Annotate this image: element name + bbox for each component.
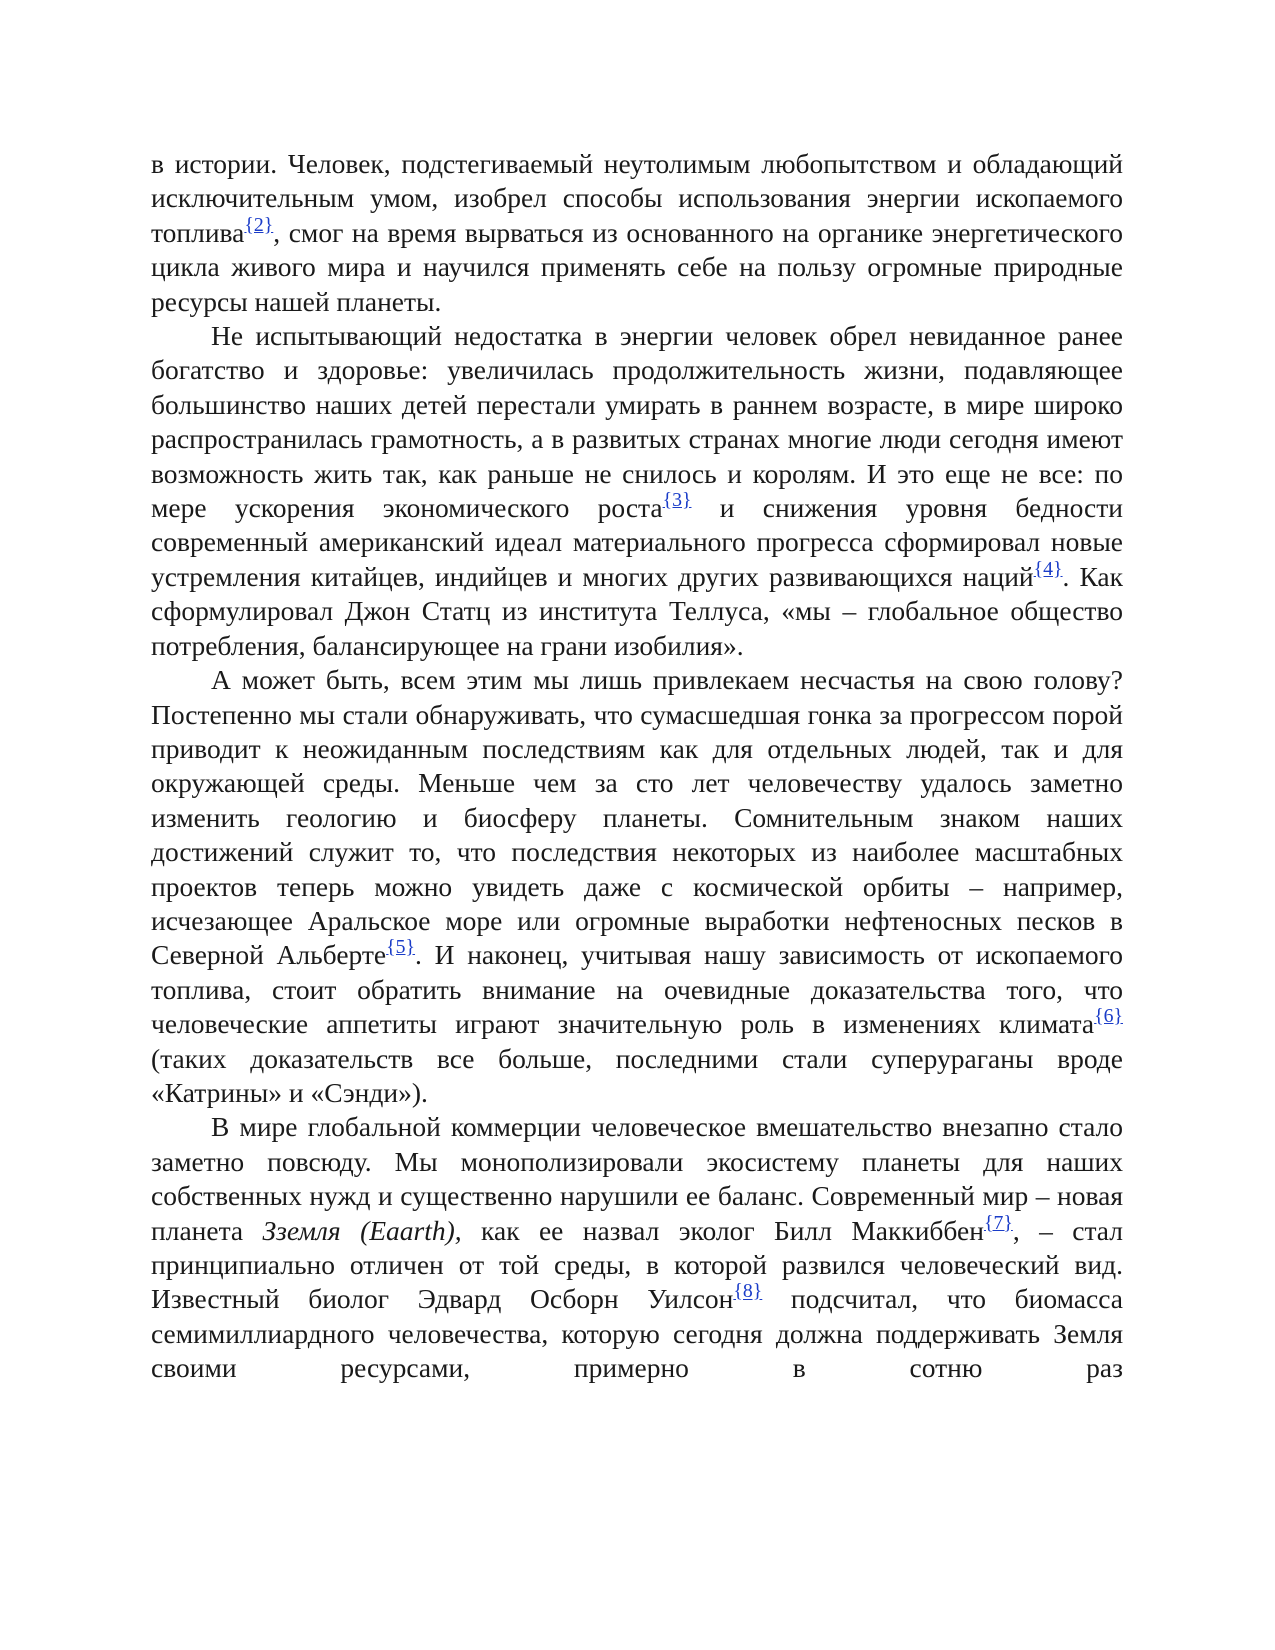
paragraph-text: , – стал принципиально отличен от той среды, в которой развился человеческий вид. Известный биолог Эдвард Осборн Уилсон: [151, 1214, 1123, 1315]
footnote-link[interactable]: {5}: [386, 936, 416, 959]
paragraph-text: подсчитал, что биомасса семимиллиардного человечества, которую сегодня должна поддерживать Земля своими ресурсами, примерно в сотню раз: [151, 1283, 1123, 1384]
paragraph-text: в истории. Человек, подстегиваемый неутолимым любопытством и обладающий исключительным умом, изобрел способы использования энергии ископаемого топлива: [151, 148, 1123, 248]
paragraph: [151, 1110, 1123, 1385]
paragraph-text: Не испытывающий недостатка в энергии человек обрел невиданное ранее богатство и здоровье: увеличилась продолжительность жизни, подавляющее большинство наших детей перестали умирать в раннем возрасте, в мире широко распространилась грамотность, а в развитых странах многие люди сегодня имеют возможность жить так, как раньше не снилось и королям. И это еще не все: по мере ускорения экономического роста: [151, 320, 1123, 524]
footnote-link[interactable]: {6}: [1094, 1005, 1123, 1028]
footnote-link[interactable]: {8}: [733, 1280, 763, 1303]
paragraph-text: . И наконец, учитывая нашу зависимость от ископаемого топлива, стоит обратить внимание на очевидные доказательства того, что человеческие аппетиты играют значительную роль в изменениях климата: [151, 939, 1123, 1040]
footnote-link[interactable]: {3}: [662, 489, 692, 512]
paragraph-text: В мире глобальной коммерции человеческое вмешательство внезапно стало заметно повсюду. Мы монополизировали экосистему планеты для наших собственных нужд и существенно нарушили ее баланс. Современный мир – новая планета: [151, 1111, 1123, 1246]
paragraph-text: , смог на время вырваться из основанного на органике энергетического цикла живого мира и научился применять себе на пользу огромные природные ресурсы нашей планеты.: [151, 216, 1123, 317]
paragraph: [151, 319, 1123, 663]
paragraph: [151, 663, 1123, 1110]
footnote-link[interactable]: {7}: [983, 1211, 1013, 1234]
italic-text: Зземля (Eaarth),: [262, 1214, 462, 1246]
paragraph-text: (таких доказательств все больше, последними стали суперураганы вроде «Катрины» и «Сэнди»).: [151, 1042, 1123, 1108]
paragraph-text: А может быть, всем этим мы лишь привлекаем несчастья на свою голову? Постепенно мы стали обнаруживать, что сумасшедшая гонка за прогрессом порой приводит к неожиданным последствиям как для отдельных людей, так и для окружающей среды. Меньше чем за сто лет человечеству удалось заметно изменить геологию и биосферу планеты. Сомнительным знаком наших достижений служит то, что последствия некоторых из наиболее масштабных проектов теперь можно увидеть даже с космической орбиты – например, исчезающее Аральское море или огромные выработки нефтеносных песков в Северной Альберте: [151, 664, 1123, 971]
footnote-link[interactable]: {2}: [244, 213, 274, 236]
paragraph-text: как ее назвал эколог Билл Маккиббен: [461, 1214, 984, 1246]
page-body: [151, 147, 1123, 1386]
paragraph-text: и снижения уровня бедности современный американский идеал материального прогресса сформировал новые устремления китайцев, индийцев и многих других развивающихся наций: [151, 492, 1123, 592]
footnote-link[interactable]: {4}: [1033, 558, 1063, 580]
paragraph-text: . Как сформулировал Джон Статц из института Теллуса, «мы – глобальное общество потребления, балансирующее на грани изобилия».: [151, 560, 1123, 661]
paragraph: [151, 147, 1123, 319]
